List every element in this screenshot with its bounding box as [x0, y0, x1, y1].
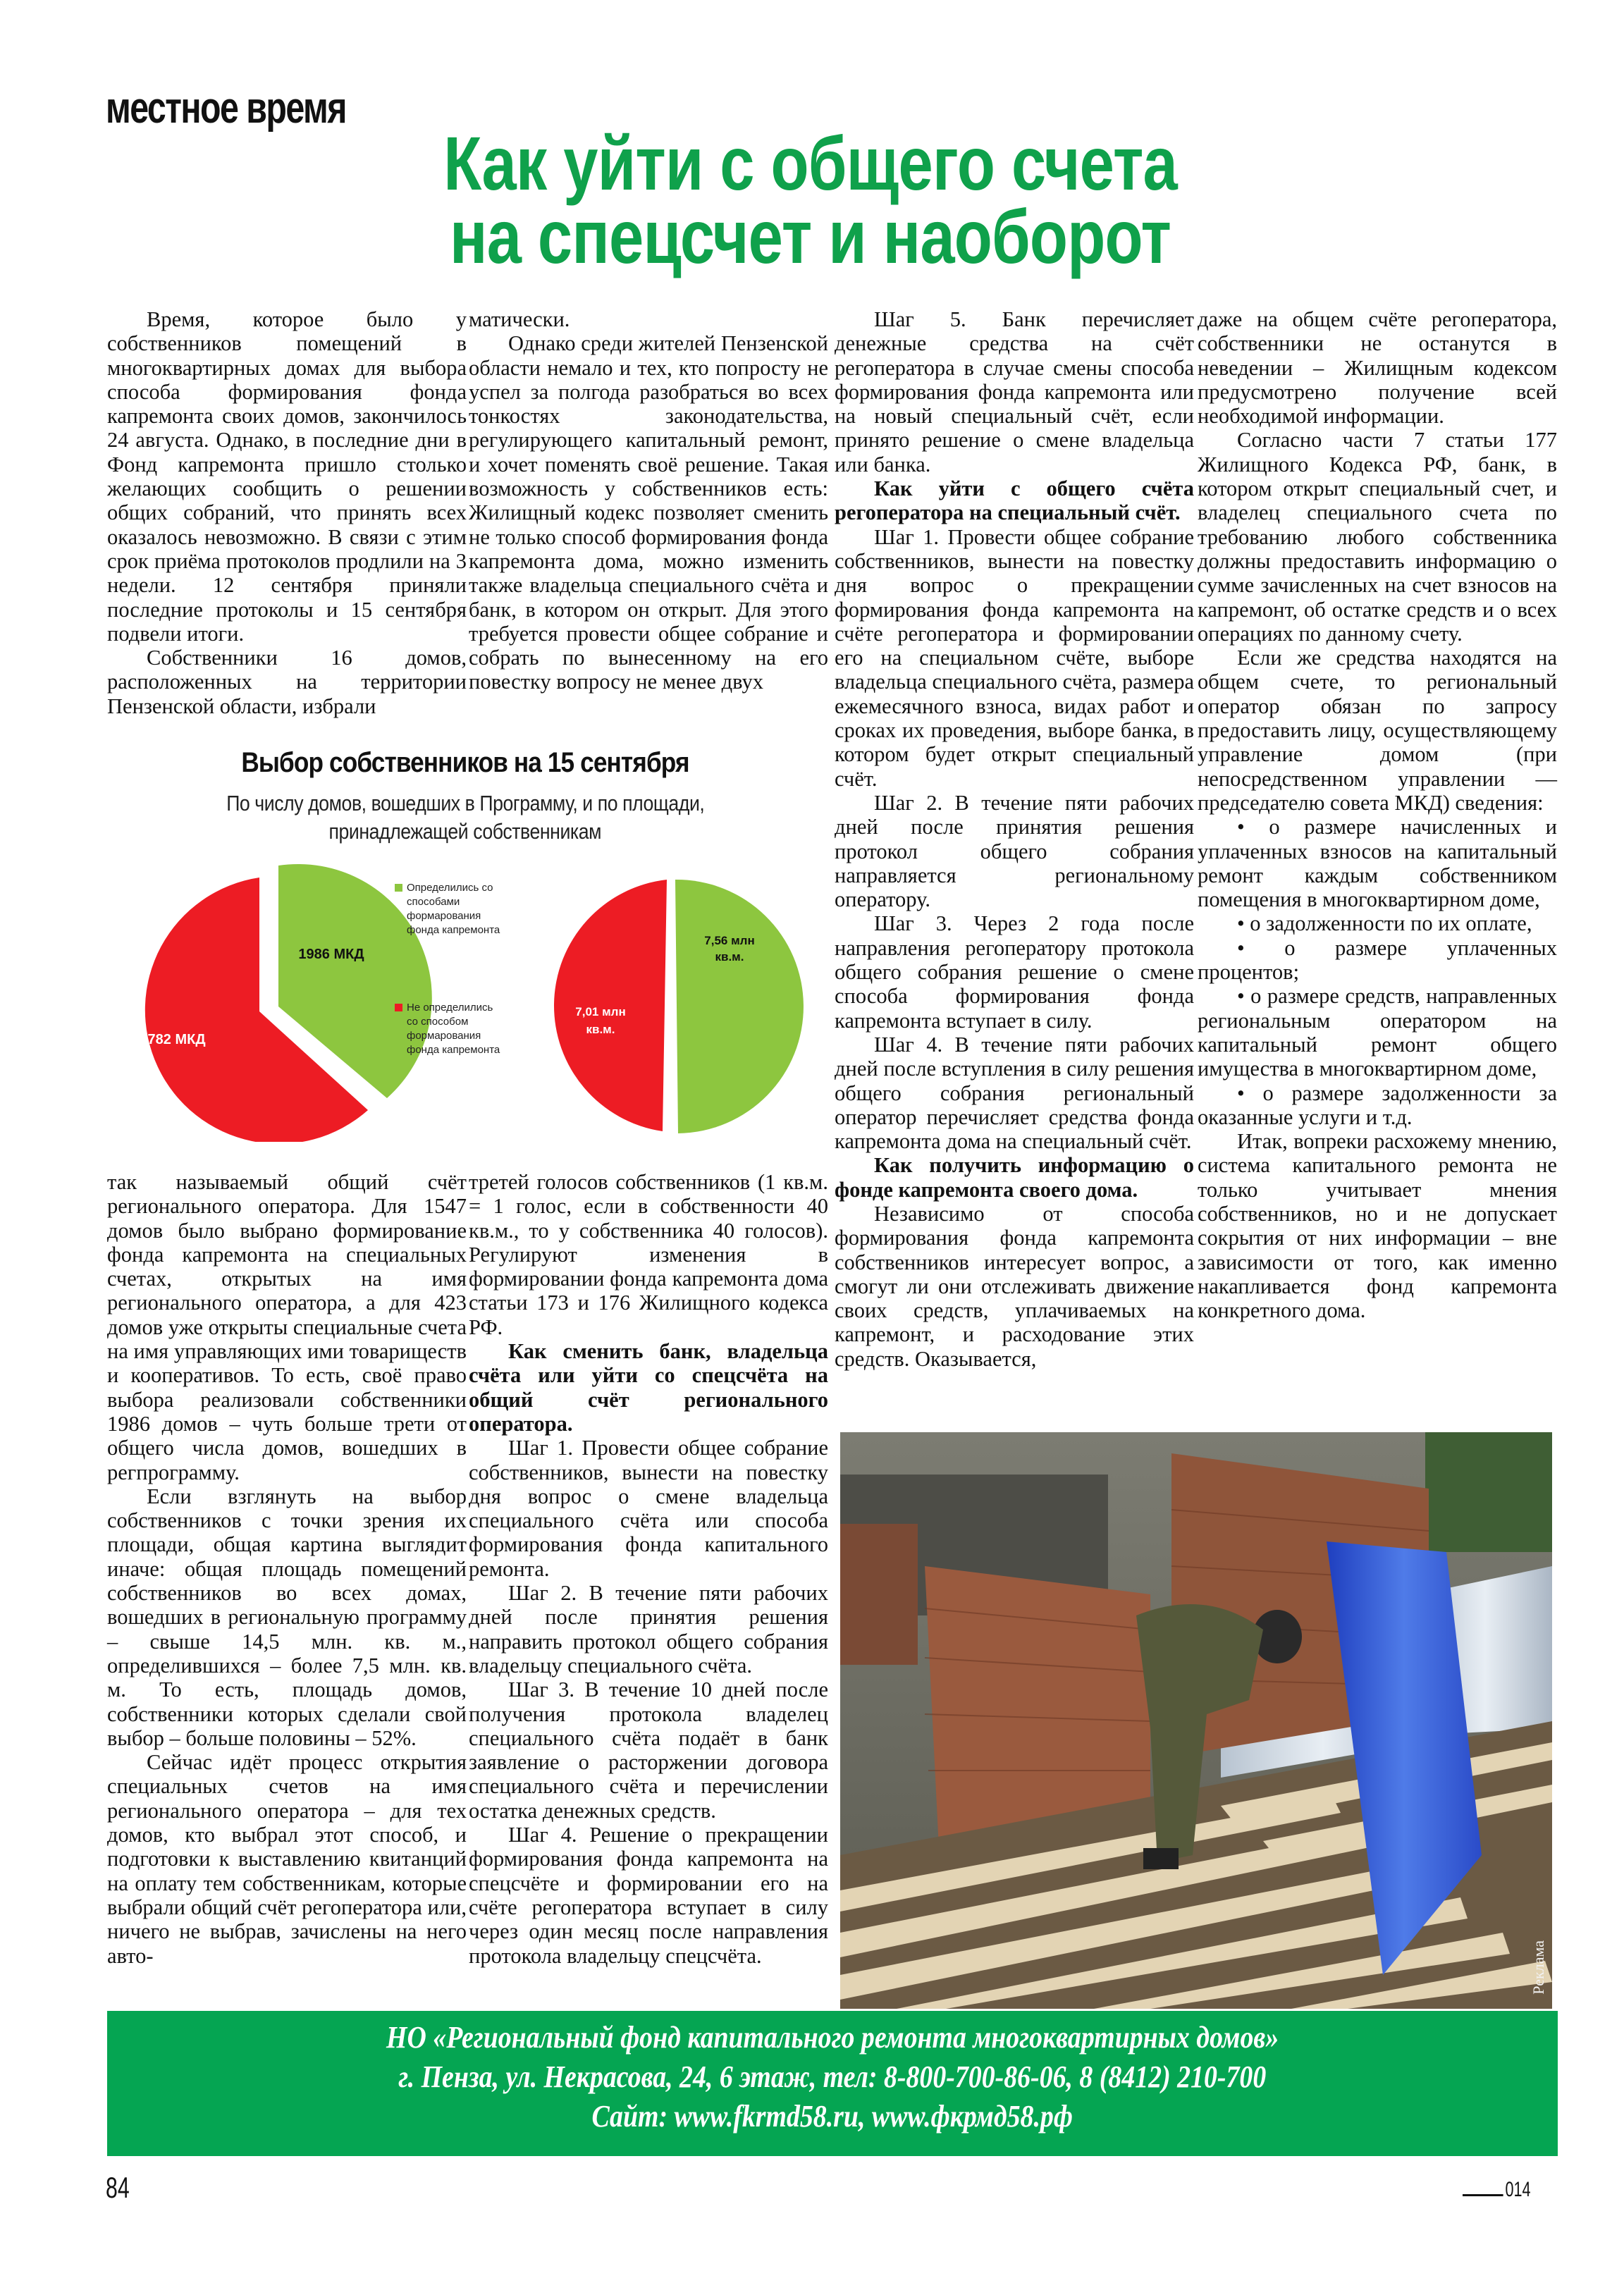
pie-houses	[140, 864, 431, 1142]
photo-illustration	[840, 1432, 1552, 2009]
article-paragraph: Итак, вопреки расхожему мнению, система капитального ремонта не только учитывает мнения собственников, но и не допускает сокрытия от них информации – вне зависимости от того, как именно накапливается фонд капремонта конкретного дома.	[1198, 1129, 1557, 1323]
article-paragraph: Шаг 3. Через 2 года после направления регоператору протокола общего собрания решение о смене способа формирования фонда капремонта вступает в силу.	[835, 911, 1194, 1033]
article-paragraph: Время, которое было у собственников помещений в многоквартирных домах для выбора способа формирования фонда капремонта своих домов, закончилось 24 августа. Однако, в последние дни в Фонд капремонта пришло столько желающих сообщить о решении общих собраний, что принять всех оказалось невозможно. В связи с этим срок приёма протоколов продлили на 3 недели. 12 сентября приняли последние протоколы и 15 сентября подвели итоги.	[107, 307, 467, 646]
article-column-1-bottom	[107, 1170, 467, 1968]
chart-title: Выбор собственников на 15 сентября	[241, 747, 689, 778]
article-bullet: • о размере средств, направленных региональным оператором на капитальный ремонт общего имущества в многоквартирном доме,	[1198, 984, 1557, 1081]
article-paragraph: Однако среди жителей Пензенской области немало и тех, кто попросту не успел за полгода разобраться во всех тонкостях законодательства, регулирующего капитальный ремонт, и хочет поменять своё решение. Такая возможность у собственников есть: Жилищный кодекс позволяет сменить не только способ формирования фонда капремонта дома, можно изменить также владельца специального счёта и банк, в котором он открыт. Для этого требуется провести общее собрание и собрать по вынесенному на его повестку вопросу не менее двух	[469, 331, 828, 694]
pie-area-green-label-1: 7,56 млн	[704, 934, 755, 947]
issue-rule	[1463, 2194, 1503, 2196]
article-subheading: Как сменить банк, владельца счёта или уйти со спецсчёта на общий счёт регионального оператора.	[469, 1339, 828, 1436]
pie-area-red-label-1: 7,01 млн	[575, 1005, 626, 1018]
banner-website: Сайт: www.fkrmd58.ru, www.фкрмд58.рф	[591, 2099, 1074, 2134]
roof-repair-photo	[840, 1432, 1552, 2009]
pie-houses-green-label: 1986 МКД	[298, 947, 364, 962]
pie-houses-red-label: 3782 МКД	[140, 1032, 206, 1047]
pie-area	[554, 880, 804, 1133]
article-paragraph: Шаг 4. Решение о прекращении формирования фонда капремонта на спецсчёте и формировании его на счёте регоператора вступает в силу через один месяц после направления протокола владельцу спецсчёта.	[469, 1823, 828, 1968]
pie-area-red-label-2: кв.м.	[586, 1023, 615, 1036]
legend-swatch-green	[395, 884, 402, 892]
article-bullet: • о задолженности по их оплате,	[1237, 911, 1532, 936]
article-paragraph: Если взглянуть на выбор собственников с точки зрения их площади, общая картина выглядит иначе: общая площадь помещений собственников во всех домах, вошедших в региональную программу – свыше 14,5 млн. кв. м., определившихся – более 7,5 млн. кв. м. То есть, площадь домов, собственники которых сделали свой выбор – больше половины – 52%.	[107, 1484, 467, 1750]
article-paragraph: матически.	[469, 307, 570, 331]
article-paragraph: Шаг 3. В течение 10 дней после получения протокола владелец специального счёта подаёт в банк заявление о расторжении договора специального счёта и перечислении остатка денежных средств.	[469, 1678, 828, 1823]
article-subheading: Как уйти с общего счёта регоператора на специальный счёт.	[835, 476, 1194, 525]
article-paragraph: Шаг 4. В течение пяти рабочих дней после вступления в силу решения общего собрания региональный оператор перечисляет средства фонда капремонта дома на специальный счёт.	[835, 1032, 1194, 1154]
pie-area-green-slice	[675, 880, 804, 1133]
article-bullet: • о размере начисленных и уплаченных взносов на капитальный ремонт каждым собственником помещения в многоквартирном доме,	[1198, 815, 1557, 912]
issue-marker: 014	[1463, 2178, 1531, 2202]
headline-line-2: на спецсчет и наоборот	[450, 194, 1171, 279]
article-paragraph: Согласно части 7 статьи 177 Жилищного Кодекса РФ, банк, в котором открыт специальный счет, и владелец специального счета по требованию любого собственника должны предоставить информацию о сумме зачисленных на счет взносов на капремонт, об остатке средств и о всех операциях по данному счету.	[1198, 428, 1557, 646]
article-paragraph: Если же средства находятся на общем счете, то региональный оператор обязан по запросу предоставить лицу, осуществляющему управление домом (при непосредственном управлении — председателю совета МКД) сведения:	[1198, 646, 1557, 815]
article-column-1-top	[107, 307, 467, 718]
article-paragraph: Шаг 1. Провести общее собрание собственников, вынести на повестку дня вопрос о прекращении формирования фонда капремонта на счёте регоператора и формировании его на специальном счёте, выборе владельца специального счёта, размера ежемесячного взноса, видах работ и сроках их проведения, выборе банка, в котором будет открыт специальный счёт.	[835, 524, 1194, 791]
advertisement-label: Реклама	[1530, 1940, 1547, 1995]
article-bullet: • о размере уплаченных процентов;	[1198, 935, 1557, 985]
article-paragraph: Шаг 1. Провести общее собрание собственников, вынести на повестку дня вопрос о смене владельца специального счёта или способа формирования фонда капитального ремонта.	[469, 1436, 828, 1581]
article-column-2-bottom	[469, 1170, 828, 1968]
pie-area-green-label-2: кв.м.	[715, 950, 744, 964]
article-column-3	[835, 307, 1194, 1371]
article-column-2-top	[469, 307, 828, 694]
legend-swatch-red	[395, 1004, 402, 1011]
page-number: 84	[106, 2171, 130, 2204]
article-paragraph: Шаг 2. В течение пяти рабочих дней после принятия решения протокол общего собрания направляется региональному оператору.	[835, 790, 1194, 912]
article-paragraph: Шаг 2. В течение пяти рабочих дней после принятия решения направить протокол общего собрания владельцу специального счёта.	[469, 1581, 828, 1678]
article-paragraph: Независимо от способа формирования фонда капремонта собственников интересует вопрос, а смогут ли они отслеживать движение своих средств, уплачиваемых на капремонт, и расходование этих средств. Оказывается,	[835, 1201, 1194, 1371]
banner-organization: НО «Региональный фонд капитального ремонта многоквартирных домов»	[386, 2020, 1279, 2055]
contact-banner	[107, 2011, 1558, 2156]
article-subheading: Как получить информацию о фонде капремонта своего дома.	[835, 1153, 1194, 1202]
article-paragraph: даже на общем счёте регоператора, собственники не останутся в неведении – Жилищным кодексом предусмотрено получение всей необходимой информации.	[1198, 307, 1557, 429]
article-column-4	[1198, 307, 1557, 1322]
banner-address-phone: г. Пенза, ул. Некрасова, 24, 6 этаж, тел: 8-800-700-86-06, 8 (8412) 210-700	[398, 2060, 1267, 2094]
pie-charts	[106, 747, 825, 1142]
page-title	[211, 121, 1410, 279]
pie-chart-figure	[106, 747, 825, 1142]
headline-line-1: Как уйти с общего счета	[443, 121, 1178, 206]
article-paragraph: так называемый общий счёт регионального оператора. Для 1547 домов было выбрано формирование фонда капремонта на специальных счетах, открытых на имя регионального оператора, а для 423 домов уже открыты специальные счета на имя управляющих ими товариществ и кооперативов. То есть, своё право выбора реализовали собственники 1986 домов – чуть больше трети от общего числа домов, вошедших в регпрограмму.	[107, 1170, 467, 1484]
section-label: местное время	[106, 84, 346, 133]
article-bullet: • о размере задолженности за оказанные услуги и т.д.	[1198, 1081, 1557, 1129]
article-paragraph: Сейчас идёт процесс открытия специальных счетов на имя регионального оператора – для тех домов, кто выбрал этот способ, и подготовки к выставлению квитанций на оплату тем собственникам, которые выбрали общий счёт регоператора или, ничего не выбрав, зачислены на него авто-	[107, 1750, 467, 1968]
chart-subtitle: По числу домов, вошедших в Программу, и по площади, принадлежащей собственникам	[226, 791, 705, 844]
article-paragraph: Шаг 5. Банк перечисляет денежные средства на счёт регоператора в случае смены способа формирования фонда капремонта или на новый специальный счёт, если принято решение о смене владельца или банка.	[835, 307, 1194, 476]
article-paragraph: Собственники 16 домов, расположенных на территории Пензенской области, избрали	[107, 646, 467, 718]
article-paragraph: третей голосов собственников (1 кв.м. = 1 голос, если в собственности 40 кв.м., то у собственника 40 голосов). Регулируют изменения в формировании фонда капремонта дома статьи 173 и 176 Жилищного кодекса РФ.	[469, 1170, 828, 1339]
